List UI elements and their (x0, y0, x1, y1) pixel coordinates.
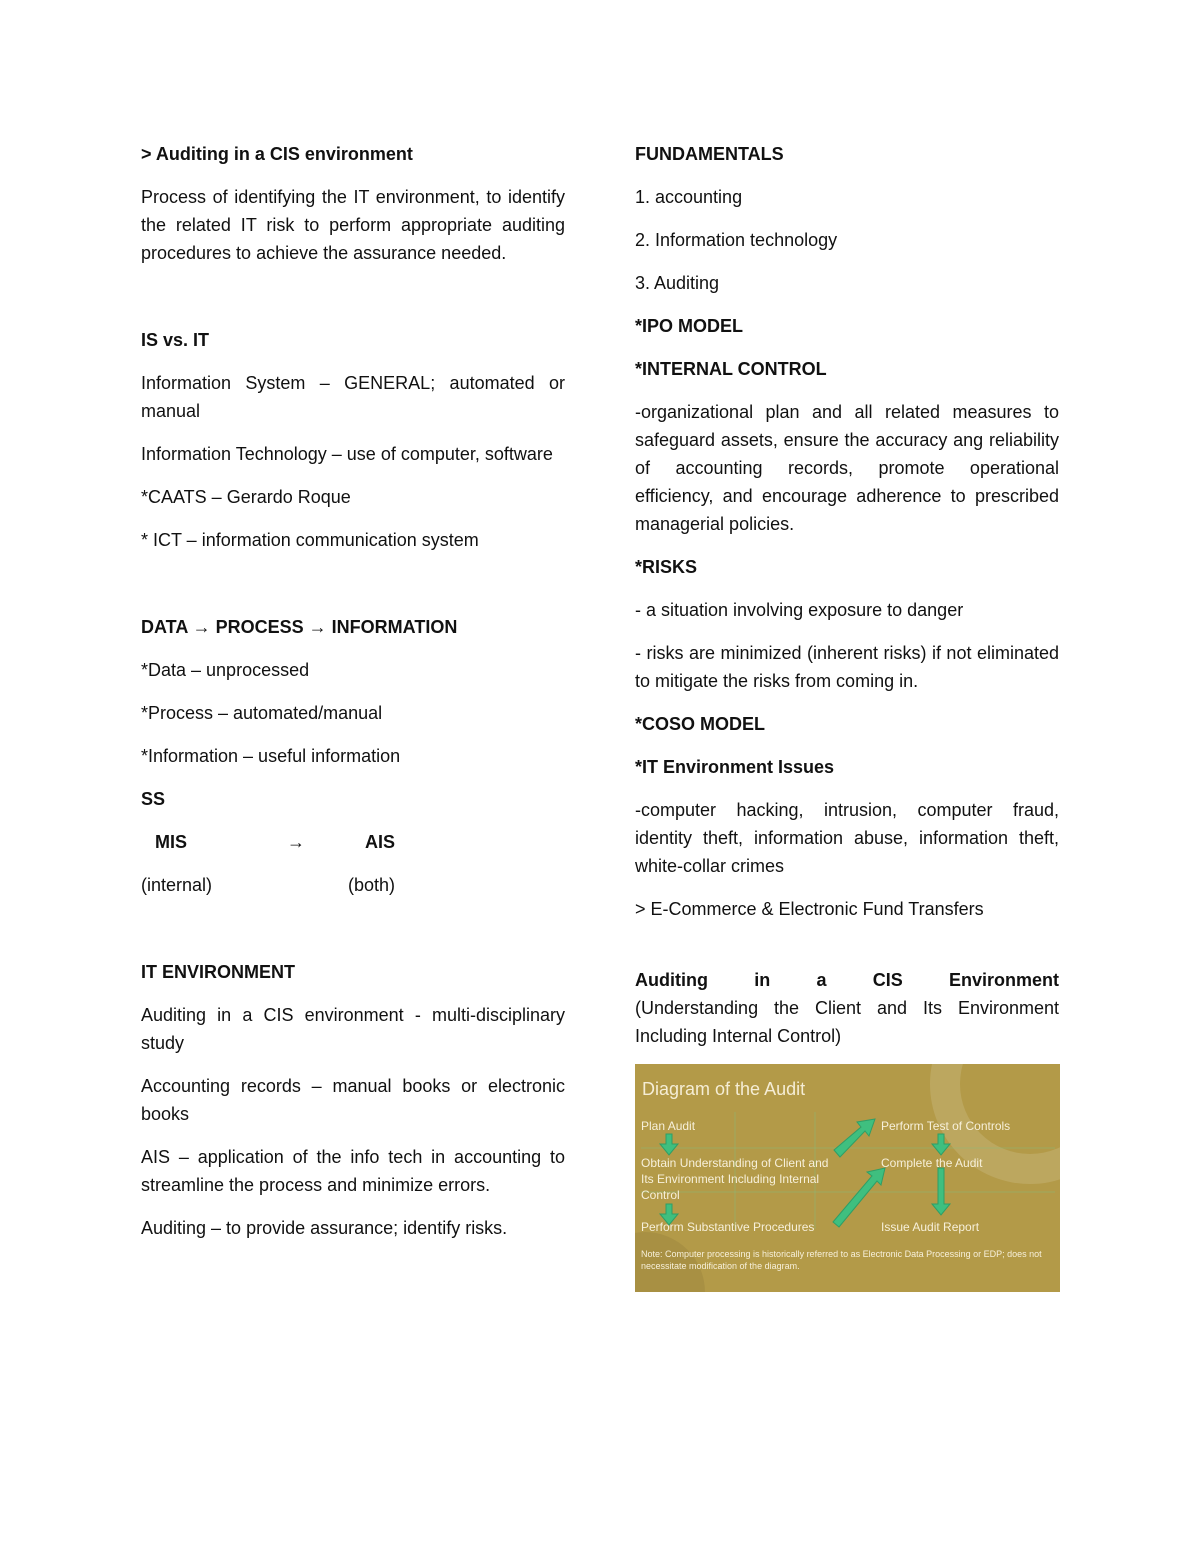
internal-control-text: -organizational plan and all related measures to safeguard assets, ensure the accuracy ang reliability of accounting records, promote operational efficiency, and encourage adherence to prescribed managerial policies. (635, 402, 1059, 534)
arrow-label: → (287, 832, 305, 852)
it-environment-item-4: Auditing – to provide assurance; identify risks. (141, 1218, 508, 1238)
plan-audit-label: Plan Audit (641, 1119, 696, 1133)
coso-model-heading: *COSO MODEL (635, 714, 766, 734)
caats-item: *CAATS – Gerardo Roque (141, 487, 351, 507)
it-environment-heading: IT ENVIRONMENT (141, 962, 296, 982)
internal-both-row (141, 871, 565, 899)
internal-label: (internal) (141, 875, 213, 895)
mis-label: MIS (155, 832, 188, 852)
it-environment-issues-heading: *IT Environment Issues (635, 757, 835, 777)
ais-label: AIS (365, 832, 396, 852)
test-of-controls-label: Perform Test of Controls (881, 1119, 1011, 1133)
risks-heading: *RISKS (635, 557, 698, 577)
it-environment-item-1: Auditing in a CIS environment - multi-disciplinary study (141, 1005, 565, 1053)
cis-heading: > Auditing in a CIS environment (141, 144, 413, 164)
data-process-information-heading: DATA → PROCESS → INFORMATION (141, 617, 458, 637)
complete-audit-label: Complete the Audit (881, 1156, 983, 1170)
ipo-model-heading: *IPO MODEL (635, 316, 744, 336)
mis-ais-row (141, 828, 565, 856)
ecommerce-item: > E-Commerce & Electronic Fund Transfers (635, 899, 984, 919)
fundamentals-item-1: 1. accounting (635, 187, 743, 207)
it-environment-item-2: Accounting records – manual books or electronic books (141, 1076, 565, 1124)
ss-label: SS (141, 789, 166, 809)
fundamentals-item-2: 2. Information technology (635, 230, 838, 250)
it-environment-item-3: AIS – application of the info tech in accounting to streamline the process and minimize errors. (141, 1147, 565, 1195)
cis-text: Process of identifying the IT environment, to identify the related IT risk to perform appropriate auditing procedures to achieve the assurance needed. (141, 187, 565, 263)
obtain-understanding-label: Obtain Understanding of Client and Its Environment Including Internal Control (641, 1156, 829, 1202)
it-definition: Information Technology – use of computer, software (141, 444, 553, 464)
issue-audit-report-label: Issue Audit Report (881, 1220, 980, 1234)
left-column (141, 140, 565, 1257)
risks-item-1: - a situation involving exposure to danger (635, 600, 964, 620)
risks-item-2: - risks are minimized (inherent risks) if not eliminated to mitigate the risks from coming in. (635, 643, 1059, 691)
arrow-down-plan (660, 1134, 678, 1155)
cis-environment-subtitle: (Understanding the Client and Its Environment Including Internal Control) (635, 998, 1059, 1046)
arrow-down-test (932, 1134, 950, 1155)
fundamentals-heading: FUNDAMENTALS (635, 144, 784, 164)
arrow-diag-upper (834, 1119, 875, 1157)
process-item: *Process – automated/manual (141, 703, 383, 723)
both-label: (both) (348, 875, 396, 895)
information-item: *Information – useful information (141, 746, 401, 766)
fundamentals-item-3: 3. Auditing (635, 273, 720, 293)
data-item: *Data – unprocessed (141, 660, 310, 680)
is-definition: Information System – GENERAL; automated or manual (141, 373, 565, 421)
ict-item: * ICT – information communication system (141, 530, 479, 550)
substantive-procedures-label: Perform Substantive Procedures (641, 1220, 815, 1234)
diagram-title: Diagram of the Audit (642, 1079, 806, 1099)
right-column (635, 140, 1059, 1292)
audit-diagram (635, 1064, 1060, 1292)
diagram-note: Note: Computer processing is historically referred to as Electronic Data Processing or EDP; does not necessitate modification of the diagram. (641, 1249, 1042, 1271)
internal-control-heading: *INTERNAL CONTROL (635, 359, 827, 379)
it-environment-issues-text: -computer hacking, intrusion, computer fraud, identity theft, information abuse, information theft, white-collar crimes (635, 800, 1059, 876)
is-vs-it-heading: IS vs. IT (141, 330, 210, 350)
cis-environment-heading: Auditing in a CIS Environment (635, 970, 1059, 990)
